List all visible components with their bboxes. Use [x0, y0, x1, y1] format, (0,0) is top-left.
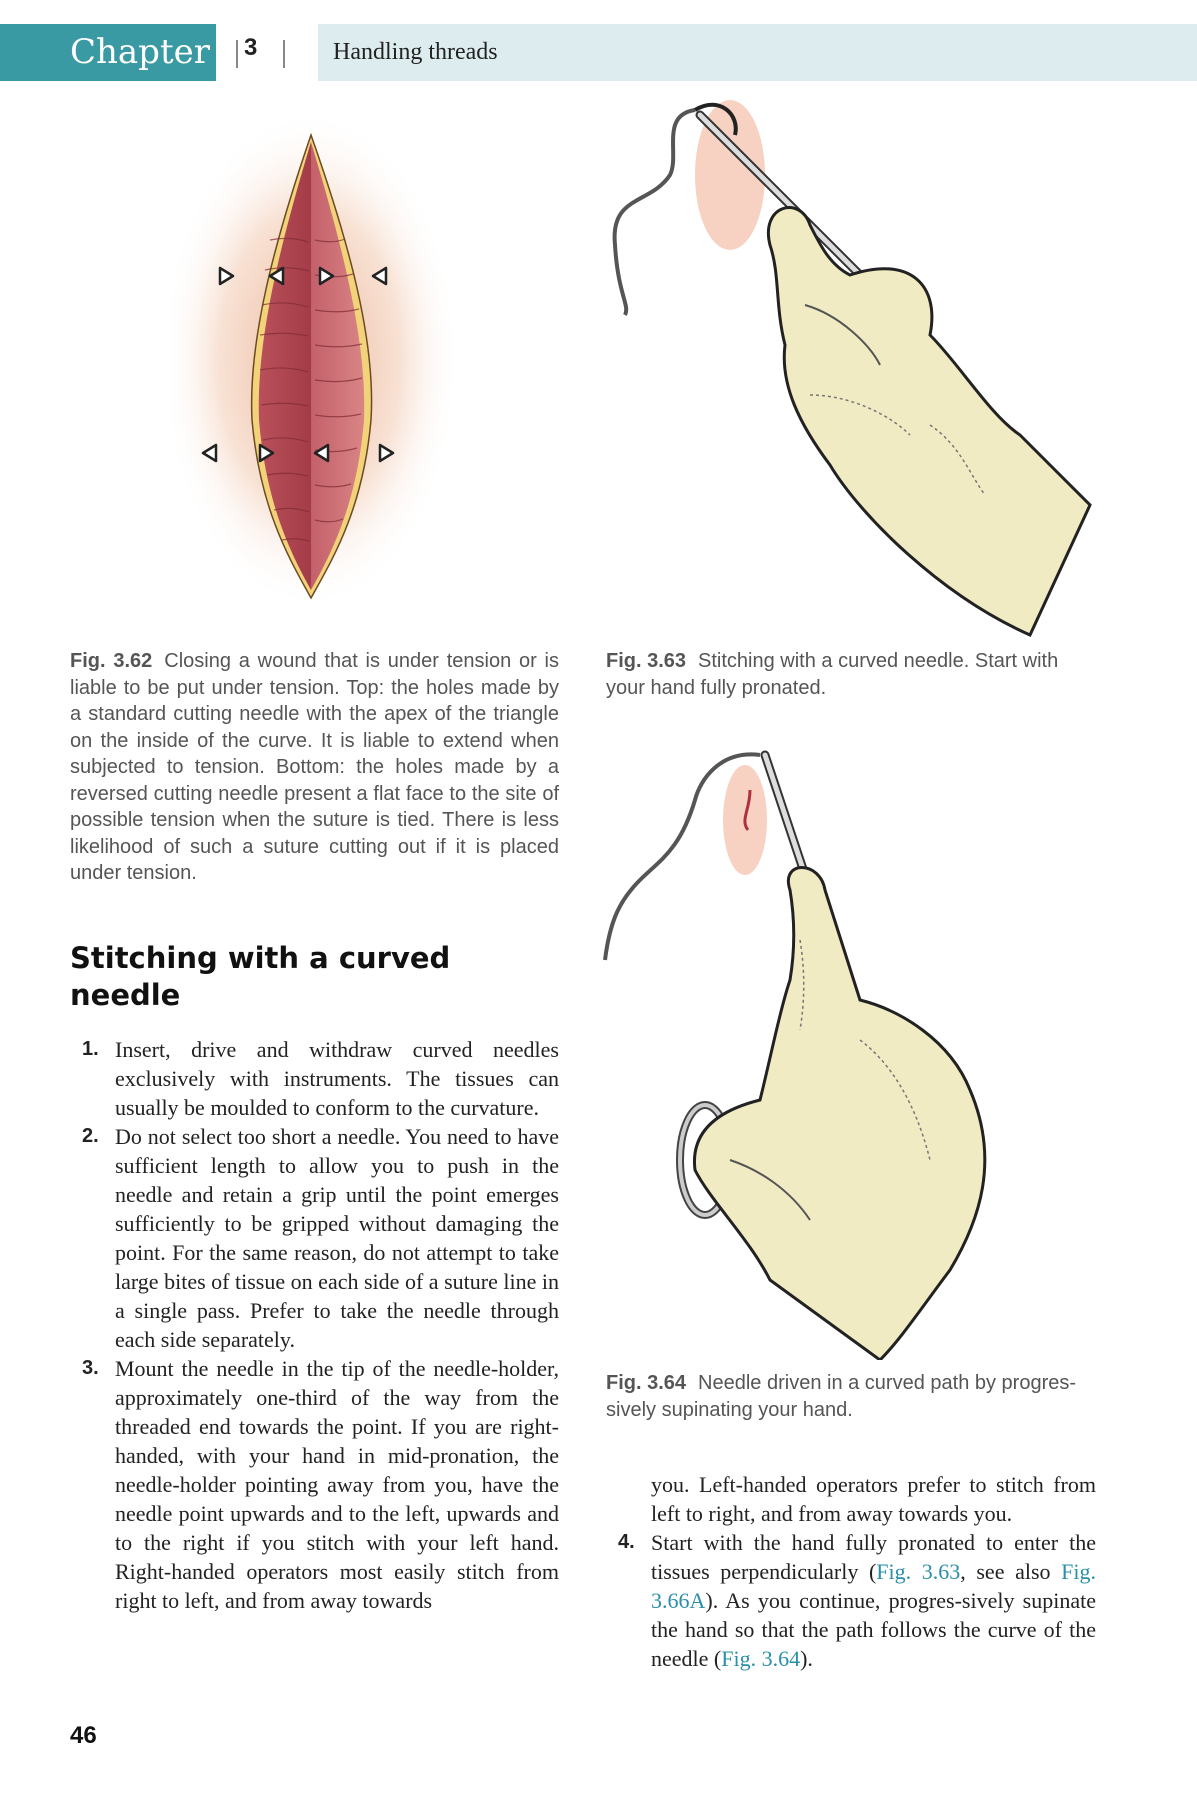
list-item-text: Start with the hand fully pronated to enter the tissues perpendicularly (: [651, 1530, 1096, 1584]
list-item-continuation: [606, 1470, 1096, 1528]
list-item-number: 2.: [82, 1125, 99, 1147]
figure-caption: [606, 648, 1096, 701]
caption-text: Stitching with a curved needle. Start with your hand fully pronated.: [606, 650, 1059, 699]
list-item-text: ).: [800, 1646, 813, 1671]
list-item-text: , see also: [960, 1559, 1062, 1584]
list-item-text: you. Left-handed operators prefer to stitch from left to right, and from away towards you.: [651, 1472, 1096, 1526]
figure-link[interactable]: Fig. 3.66A: [651, 1559, 1096, 1613]
list-item: [70, 1035, 559, 1122]
figure-label: Fig. 3.62: [70, 650, 153, 672]
figure-link[interactable]: Fig. 3.63: [876, 1559, 961, 1584]
section-title-text: Handling threads: [333, 39, 498, 65]
list-item: [606, 1528, 1096, 1673]
section-heading: Stitching with a curved needle: [70, 941, 451, 1012]
figure-caption: [606, 1370, 1096, 1423]
list-item-number: 4.: [618, 1531, 635, 1553]
figure-caption: [70, 648, 559, 887]
numbered-list-continued: [606, 1470, 1096, 1673]
figure-link[interactable]: Fig. 3.64: [721, 1646, 801, 1671]
list-item-number: 1.: [82, 1038, 99, 1060]
list-item-number: 3.: [82, 1357, 99, 1379]
divider: [283, 40, 285, 68]
figure-label: Fig. 3.63: [606, 650, 687, 672]
figure-label: Fig. 3.64: [606, 1372, 687, 1394]
numbered-list: [70, 1035, 559, 1615]
list-item: [70, 1354, 559, 1615]
list-item-text: Mount the needle in the tip of the needle-holder, approximately one-third of the way from the threaded end towards the point. If you are right-handed, with your hand in mid-pronation, the needle-holder pointing away from you, have the needle point upwards and to the left, upwards and to the right if you stitch with your left hand. Right-handed operators most easily stitch from right to left, and from away towards: [115, 1356, 559, 1613]
caption-text: Needle driven in a curved path by progres-sively supinating your hand.: [606, 1372, 1077, 1421]
page-number: 46: [70, 1722, 97, 1749]
caption-text: Closing a wound that is under tension or is liable to be put under tension. Top: the holes made by a standard cutting needle with the apex of the triangle on the inside of the curve. It is liable to extend when subjected to tension. Bottom: the holes made by a reversed cutting needle present a flat face to the site of possible tension when the suture is tied. There is less likelihood of such a suture cutting out if it is placed under tension.: [70, 650, 559, 884]
section-title: [318, 24, 1197, 81]
hand-supinating-illustration: [600, 740, 1100, 1360]
list-item-text: Do not select too short a needle. You need to have sufficient length to allow you to push in the needle and retain a grip until the point emerges sufficiently to be gripped without damaging the point. For the same reason, do not attempt to take large bites of tissue on each side of a suture line in a single pass. Prefer to take the needle through each side separately.: [115, 1124, 559, 1352]
chapter-number: 3: [244, 34, 258, 61]
chapter-label: Chapter: [70, 32, 210, 72]
hand-pronated-illustration: [610, 95, 1110, 640]
divider: [236, 40, 238, 68]
chapter-tab: [0, 24, 216, 81]
list-item: [70, 1122, 559, 1354]
wound-illustration: [170, 120, 470, 620]
list-item-text: Insert, drive and withdraw curved needles exclusively with instruments. The tissues can usually be moulded to conform to the curvature.: [115, 1037, 559, 1120]
list-item-text: ). As you continue, progres-sively supinate the hand so that the path follows the curve of the needle (: [651, 1588, 1096, 1671]
